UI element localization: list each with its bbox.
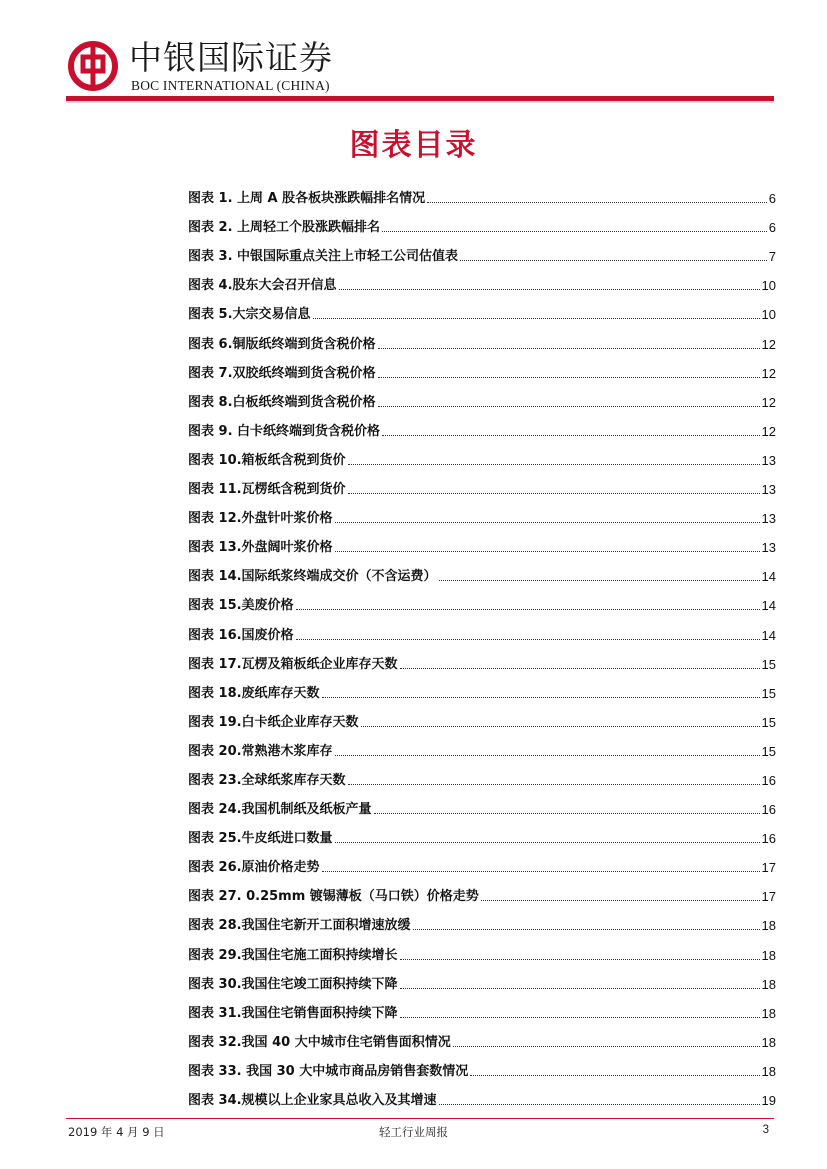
toc-entry[interactable] bbox=[188, 469, 776, 498]
toc-entry-page: 14 bbox=[761, 627, 776, 643]
toc-entry-page: 14 bbox=[761, 569, 776, 585]
toc-entry[interactable] bbox=[188, 1022, 776, 1051]
toc-entry[interactable] bbox=[188, 818, 776, 847]
toc-entry-label: 图表 23.全球纸浆库存天数 bbox=[188, 772, 346, 788]
toc-entry-label: 图表 3. 中银国际重点关注上市轻工公司估值表 bbox=[188, 249, 459, 265]
toc-entry-page: 18 bbox=[761, 1005, 776, 1021]
toc-entry[interactable] bbox=[188, 556, 776, 585]
toc-entry[interactable] bbox=[188, 207, 776, 236]
toc-leader-dots bbox=[378, 348, 760, 349]
toc-leader-dots bbox=[374, 813, 760, 814]
toc-leader-dots bbox=[378, 406, 760, 407]
footer-report-name: 轻工行业周报 bbox=[379, 1125, 448, 1139]
toc-leader-dots bbox=[400, 959, 760, 960]
toc-entry[interactable] bbox=[188, 876, 776, 905]
toc-entry[interactable] bbox=[188, 236, 776, 265]
toc-entry-page: 18 bbox=[761, 976, 776, 992]
toc-entry-label: 图表 5.大宗交易信息 bbox=[188, 307, 311, 323]
toc-entry-page: 18 bbox=[761, 918, 776, 934]
footer-divider bbox=[66, 1118, 774, 1119]
footer-page-number: 3 bbox=[762, 1124, 769, 1136]
toc-leader-dots bbox=[427, 202, 767, 203]
toc-entry-page: 18 bbox=[761, 947, 776, 963]
toc-entry-page: 18 bbox=[761, 1063, 776, 1079]
footer-date: 2019 年 4 月 9 日 bbox=[68, 1125, 165, 1139]
toc-entry[interactable] bbox=[188, 964, 776, 993]
toc-entry-label: 图表 7.双胶纸终端到货含税价格 bbox=[188, 365, 376, 381]
toc-leader-dots bbox=[361, 726, 760, 727]
toc-entry-page: 12 bbox=[761, 423, 776, 439]
toc-entry-label: 图表 6.铜版纸终端到货含税价格 bbox=[188, 336, 376, 352]
toc-entry-label: 图表 28.我国住宅新开工面积增速放缓 bbox=[188, 918, 411, 934]
toc-entry-label: 图表 17.瓦楞及箱板纸企业库存天数 bbox=[188, 656, 398, 672]
toc-entry-label: 图表 34.规模以上企业家具总收入及其增速 bbox=[188, 1093, 437, 1108]
toc-entry[interactable] bbox=[188, 789, 776, 818]
toc-leader-dots bbox=[400, 988, 760, 989]
toc-leader-dots bbox=[322, 697, 760, 698]
toc-entry-page: 10 bbox=[761, 307, 776, 323]
table-of-figures bbox=[188, 178, 776, 1109]
toc-entry-page: 7 bbox=[768, 249, 776, 265]
toc-leader-dots bbox=[481, 900, 760, 901]
toc-leader-dots bbox=[339, 289, 760, 290]
toc-leader-dots bbox=[348, 784, 760, 785]
toc-leader-dots bbox=[296, 639, 760, 640]
toc-entry[interactable] bbox=[188, 265, 776, 294]
toc-entry-page: 15 bbox=[761, 743, 776, 759]
toc-leader-dots bbox=[460, 260, 767, 261]
toc-entry-page: 13 bbox=[761, 452, 776, 468]
toc-entry-label: 图表 18.废纸库存天数 bbox=[188, 685, 320, 701]
toc-entry-page: 15 bbox=[761, 656, 776, 672]
toc-entry[interactable] bbox=[188, 178, 776, 207]
toc-entry[interactable] bbox=[188, 993, 776, 1022]
toc-entry-page: 6 bbox=[768, 191, 776, 207]
toc-entry-label: 图表 15.美废价格 bbox=[188, 598, 294, 614]
toc-entry[interactable] bbox=[188, 323, 776, 352]
toc-entry[interactable] bbox=[188, 760, 776, 789]
toc-leader-dots bbox=[335, 755, 760, 756]
toc-entry[interactable] bbox=[188, 644, 776, 673]
toc-entry[interactable] bbox=[188, 614, 776, 643]
toc-leader-dots bbox=[400, 668, 760, 669]
brand-name-english: BOC INTERNATIONAL (CHINA) bbox=[131, 78, 330, 93]
toc-entry-label: 图表 33. 我国 30 大中城市商品房销售套数情况 bbox=[188, 1063, 469, 1079]
toc-entry-page: 15 bbox=[761, 714, 776, 730]
toc-entry[interactable] bbox=[188, 702, 776, 731]
toc-entry-page: 17 bbox=[761, 889, 776, 905]
toc-entry-page: 13 bbox=[761, 482, 776, 498]
header-divider-shadow bbox=[66, 101, 774, 103]
toc-entry[interactable] bbox=[188, 1051, 776, 1080]
toc-entry-label: 图表 19.白卡纸企业库存天数 bbox=[188, 714, 359, 730]
toc-entry-page: 13 bbox=[761, 511, 776, 527]
toc-entry[interactable] bbox=[188, 585, 776, 614]
toc-entry[interactable] bbox=[188, 411, 776, 440]
toc-leader-dots bbox=[413, 929, 760, 930]
toc-entry-label: 图表 30.我国住宅竣工面积持续下降 bbox=[188, 976, 398, 992]
toc-entry-page: 12 bbox=[761, 394, 776, 410]
toc-entry-label: 图表 14.国际纸浆终端成交价（不含运费） bbox=[188, 569, 437, 585]
toc-leader-dots bbox=[439, 1104, 760, 1105]
toc-entry-label: 图表 1. 上周 A 股各板块涨跌幅排名情况 bbox=[188, 191, 426, 207]
toc-entry-label: 图表 27. 0.25mm 镀锡薄板（马口铁）价格走势 bbox=[188, 889, 479, 905]
toc-entry-label: 图表 26.原油价格走势 bbox=[188, 860, 320, 876]
toc-leader-dots bbox=[335, 522, 760, 523]
toc-leader-dots bbox=[348, 464, 760, 465]
toc-entry-label: 图表 20.常熟港木浆库存 bbox=[188, 743, 333, 759]
toc-entry-label: 图表 24.我国机制纸及纸板产量 bbox=[188, 802, 372, 818]
toc-entry-label: 图表 31.我国住宅销售面积持续下降 bbox=[188, 1005, 398, 1021]
toc-entry-label: 图表 25.牛皮纸进口数量 bbox=[188, 831, 333, 847]
toc-entry-label: 图表 13.外盘阔叶浆价格 bbox=[188, 540, 333, 556]
toc-entry-page: 6 bbox=[768, 220, 776, 236]
toc-entry-page: 19 bbox=[761, 1093, 776, 1108]
toc-entry-label: 图表 32.我国 40 大中城市住宅销售面积情况 bbox=[188, 1034, 451, 1050]
toc-entry-page: 17 bbox=[761, 860, 776, 876]
toc-leader-dots bbox=[400, 1017, 760, 1018]
toc-entry[interactable] bbox=[188, 440, 776, 469]
toc-entry-label: 图表 12.外盘针叶浆价格 bbox=[188, 511, 333, 527]
toc-leader-dots bbox=[378, 377, 760, 378]
toc-leader-dots bbox=[348, 493, 760, 494]
page-title: 图表目录 bbox=[349, 128, 478, 163]
toc-leader-dots bbox=[335, 842, 760, 843]
toc-entry-page: 12 bbox=[761, 365, 776, 381]
toc-entry-label: 图表 4.股东大会召开信息 bbox=[188, 278, 337, 294]
brand-name-chinese: 中银国际证券 bbox=[129, 38, 333, 77]
toc-leader-dots bbox=[453, 1046, 760, 1047]
toc-entry[interactable] bbox=[188, 294, 776, 323]
toc-entry[interactable] bbox=[188, 382, 776, 411]
toc-entry-label: 图表 11.瓦楞纸含税到货价 bbox=[188, 482, 346, 498]
toc-leader-dots bbox=[313, 318, 760, 319]
toc-leader-dots bbox=[439, 580, 760, 581]
toc-entry-page: 16 bbox=[761, 772, 776, 788]
toc-entry[interactable] bbox=[188, 731, 776, 760]
toc-entry-label: 图表 8.白板纸终端到货含税价格 bbox=[188, 394, 376, 410]
toc-entry-page: 16 bbox=[761, 831, 776, 847]
toc-leader-dots bbox=[382, 435, 759, 436]
toc-entry[interactable] bbox=[188, 905, 776, 934]
toc-leader-dots bbox=[470, 1075, 759, 1076]
toc-leader-dots bbox=[335, 551, 760, 552]
toc-entry-page: 10 bbox=[761, 278, 776, 294]
toc-leader-dots bbox=[382, 231, 767, 232]
toc-entry-label: 图表 10.箱板纸含税到货价 bbox=[188, 452, 346, 468]
toc-entry[interactable] bbox=[188, 527, 776, 556]
toc-leader-dots bbox=[322, 871, 760, 872]
toc-entry[interactable] bbox=[188, 353, 776, 382]
toc-entry-label: 图表 16.国废价格 bbox=[188, 627, 294, 643]
toc-entry-label: 图表 2. 上周轻工个股涨跌幅排名 bbox=[188, 220, 381, 236]
toc-entry-page: 15 bbox=[761, 685, 776, 701]
toc-entry[interactable] bbox=[188, 498, 776, 527]
toc-entry-page: 16 bbox=[761, 802, 776, 818]
toc-entry-page: 13 bbox=[761, 540, 776, 556]
toc-entry-label: 图表 29.我国住宅施工面积持续增长 bbox=[188, 947, 398, 963]
toc-entry-label: 图表 9. 白卡纸终端到货含税价格 bbox=[188, 423, 381, 439]
toc-entry-page: 12 bbox=[761, 336, 776, 352]
toc-entry-page: 14 bbox=[761, 598, 776, 614]
toc-leader-dots bbox=[296, 609, 760, 610]
boc-logo-icon bbox=[68, 41, 118, 91]
toc-entry[interactable] bbox=[188, 1080, 776, 1109]
toc-entry[interactable] bbox=[188, 673, 776, 702]
toc-entry[interactable] bbox=[188, 934, 776, 963]
toc-entry[interactable] bbox=[188, 847, 776, 876]
toc-entry-page: 18 bbox=[761, 1034, 776, 1050]
